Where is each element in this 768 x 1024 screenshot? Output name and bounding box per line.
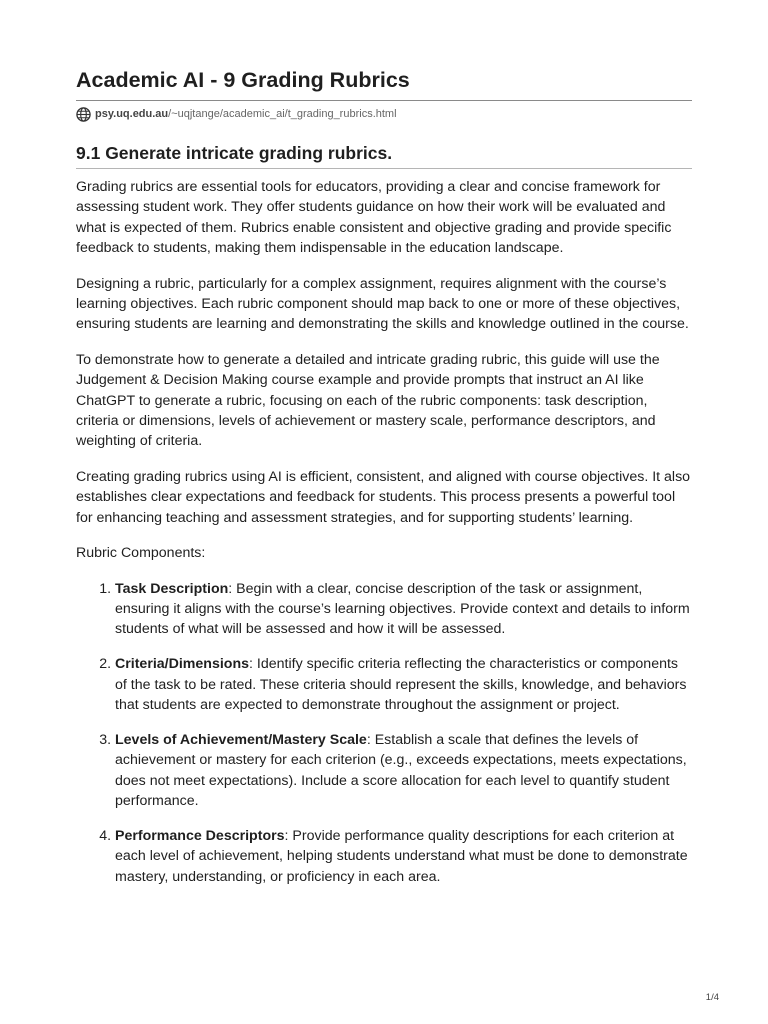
url-path[interactable]: /~uqjtange/academic_ai/t_grading_rubrics.html bbox=[168, 108, 397, 120]
component-text: : Provide performance quality descriptions for each criterion at each level of achievement, helping students understand what must be done to demonstrate mastery, understanding, or proficiency in each area. bbox=[115, 828, 688, 885]
document-page bbox=[76, 0, 692, 902]
section-heading: 9.1 Generate intricate grading rubrics. bbox=[76, 141, 692, 169]
paragraph: Creating grading rubrics using AI is efficient, consistent, and aligned with course objectives. It also establishes clear expectations and feedback for students. This process presents a powerful tool for enhancing teaching and assessment strategies, and for supporting students’ learning. bbox=[76, 468, 691, 526]
source-url[interactable] bbox=[76, 105, 692, 123]
component-text: : Establish a scale that defines the levels of achievement or mastery for each criterion (e.g., exceeds expectations, meets expectations, does not meet expectations). Include a score allocation for each level to quantify student performance. bbox=[115, 731, 687, 810]
page-indicator: 1/4 bbox=[705, 992, 719, 1003]
component-term: Levels of Achievement/Mastery Scale bbox=[115, 731, 367, 748]
list-item bbox=[115, 579, 692, 640]
component-term: Performance Descriptors bbox=[115, 828, 285, 845]
list-item bbox=[115, 826, 692, 887]
paragraph: Grading rubrics are essential tools for educators, providing a clear and concise framework for assessing student work. They offer students guidance on how their work will be evaluated and what is expected of them. Rubrics enable consistent and objective grading and provide specific feedback to students, making them indispensable in the education landscape. bbox=[76, 179, 672, 257]
components-list bbox=[76, 579, 692, 888]
url-domain[interactable]: psy.uq.edu.au bbox=[95, 108, 169, 120]
component-term: Task Description bbox=[115, 580, 229, 597]
list-item bbox=[115, 654, 692, 715]
page-title: Academic AI - 9 Grading Rubrics bbox=[76, 0, 692, 101]
component-text: : Begin with a clear, concise description of the task or assignment, ensuring it aligns with the course’s learning objectives. Provide context and details to inform students of what will be assessed and how it will be assessed. bbox=[115, 580, 690, 638]
components-intro: Rubric Components: bbox=[76, 545, 206, 562]
paragraph: To demonstrate how to generate a detailed and intricate grading rubric, this guide will use the Judgement & Decision Making course example and provide prompts that instruct an AI like ChatGPT to generate a rubric, focusing on each of the rubric components: task description, criteria or dimensions, levels of achievement or mastery scale, performance descriptors, and weighting of criteria. bbox=[76, 351, 660, 450]
paragraph: Designing a rubric, particularly for a complex assignment, requires alignment with the course’s learning objectives. Each rubric component should map back to one or more of these objectives, ensuring students are learning and demonstrating the skills and knowledge outlined in the course. bbox=[76, 275, 689, 333]
list-item bbox=[115, 730, 692, 812]
component-term: Criteria/Dimensions bbox=[115, 656, 250, 673]
component-text: : Identify specific criteria reflecting the characteristics or components of the task to be rated. These criteria should represent the skills, knowledge, and behaviors that students are expected to demonstrate throughout the assignment or project. bbox=[115, 656, 687, 714]
globe-icon bbox=[76, 107, 91, 122]
